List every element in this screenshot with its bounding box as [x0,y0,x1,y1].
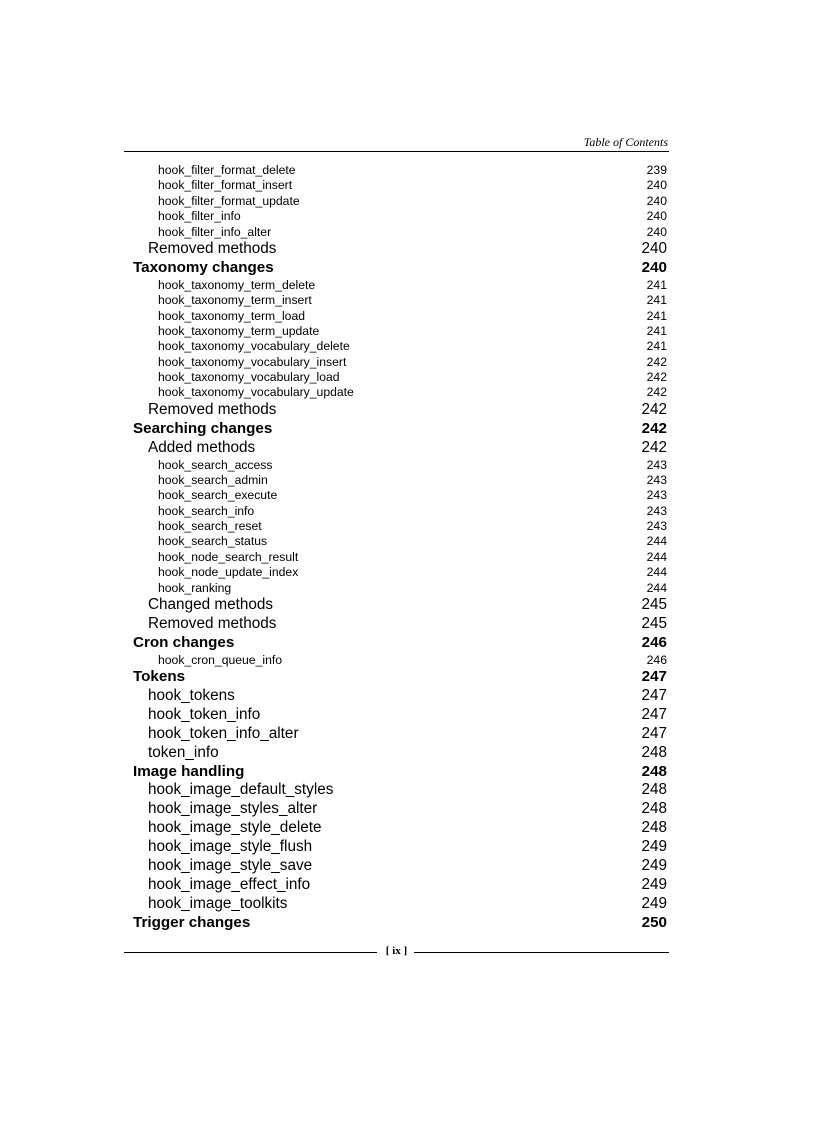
toc-entry-page: 248 [641,743,667,761]
toc-entry-title: Removed methods [148,614,277,632]
toc-entry-title: hook_filter_format_update [158,193,300,208]
toc-subsection-entry[interactable] [124,725,669,744]
toc-entry-page: 243 [646,457,667,472]
toc-entry-page: 244 [646,565,667,580]
toc-entry-title: hook_search_access [158,457,273,472]
toc-section-entry[interactable] [124,420,669,439]
toc-entry-page: 244 [646,549,667,564]
toc-entry-page: 244 [646,534,667,549]
toc-subsection-entry[interactable] [124,781,669,800]
toc-item-entry[interactable] [124,209,669,224]
toc-item-entry[interactable] [124,194,669,209]
toc-section-entry[interactable] [124,259,669,278]
toc-entry-page: 243 [646,472,667,487]
toc-entry-title: hook_filter_info_alter [158,224,272,239]
toc-subsection-entry[interactable] [124,401,669,420]
toc-entry-title: hook_taxonomy_term_update [158,323,320,338]
toc-entry-title: hook_filter_format_delete [158,163,296,177]
toc-subsection-entry[interactable] [124,706,669,725]
toc-entry-page: 243 [646,488,667,503]
toc-entry-title: hook_token_info_alter [148,724,299,742]
toc-section-entry[interactable] [124,914,669,933]
toc-entry-title: Cron changes [133,633,235,651]
toc-subsection-entry[interactable] [124,596,669,615]
toc-entry-title: hook_search_execute [158,488,278,503]
toc-entry-page: 249 [641,857,667,875]
toc-entry-title: hook_taxonomy_vocabulary_delete [158,339,350,354]
toc-entry-title: hook_cron_queue_info [158,652,283,667]
running-header-title: Table of Contents [583,135,668,149]
toc-item-entry[interactable] [124,565,669,580]
table-of-contents [124,163,669,933]
toc-entry-page: 249 [641,875,667,893]
toc-entry-title: Image handling [133,762,245,780]
toc-entry-page: 248 [641,762,667,780]
toc-item-entry[interactable] [124,504,669,519]
toc-entry-page: 242 [641,438,667,456]
toc-subsection-entry[interactable] [124,439,669,458]
toc-entry-page: 243 [646,519,667,534]
toc-entry-title: hook_taxonomy_vocabulary_update [158,385,354,400]
toc-entry-title: hook_ranking [158,580,232,595]
toc-item-entry[interactable] [124,653,669,668]
toc-entry-title: hook_image_style_flush [148,838,313,856]
toc-subsection-entry[interactable] [124,687,669,706]
toc-item-entry[interactable] [124,519,669,534]
toc-entry-page: 247 [641,705,667,723]
toc-entry-page: 242 [646,354,667,369]
toc-entry-title: hook_tokens [148,687,235,704]
toc-subsection-entry[interactable] [124,615,669,634]
toc-entry-title: hook_search_status [158,534,268,549]
toc-entry-page: 248 [641,800,667,818]
toc-entry-page: 245 [641,596,667,614]
toc-entry-page: 247 [641,668,667,686]
toc-entry-page: 246 [641,633,667,651]
toc-entry-title: hook_node_search_result [158,549,299,564]
toc-entry-page: 239 [646,163,667,177]
toc-entry-title: hook_image_styles_alter [148,800,318,818]
toc-entry-page: 245 [641,614,667,632]
toc-item-entry[interactable] [124,458,669,473]
toc-item-entry[interactable] [124,370,669,385]
toc-item-entry[interactable] [124,339,669,354]
toc-item-entry[interactable] [124,488,669,503]
toc-entry-title: hook_image_style_save [148,857,313,875]
toc-entry-page: 242 [641,400,667,418]
toc-entry-title: Taxonomy changes [133,258,274,276]
toc-entry-title: hook_taxonomy_vocabulary_load [158,370,340,385]
toc-entry-title: hook_taxonomy_term_load [158,308,306,323]
toc-entry-page: 249 [641,894,667,912]
toc-entry-page: 248 [641,819,667,837]
page-number: [ ix ] [385,945,408,957]
toc-entry-title: hook_search_info [158,503,255,518]
toc-section-entry[interactable] [124,634,669,653]
toc-entry-page: 241 [646,323,667,338]
toc-entry-title: Added methods [148,438,256,456]
toc-subsection-entry[interactable] [124,744,669,763]
toc-entry-page: 241 [646,293,667,308]
toc-entry-page: 240 [646,224,667,239]
toc-entry-title: token_info [148,743,219,761]
toc-entry-page: 241 [646,339,667,354]
toc-subsection-entry[interactable] [124,838,669,857]
toc-entry-page: 248 [641,781,667,799]
toc-entry-page: 241 [646,308,667,323]
toc-section-entry[interactable] [124,668,669,687]
toc-entry-page: 246 [646,652,667,667]
toc-entry-title: hook_taxonomy_term_insert [158,293,312,308]
toc-entry-page: 242 [646,370,667,385]
toc-entry-page: 242 [641,419,667,437]
toc-subsection-entry[interactable] [124,800,669,819]
toc-item-entry[interactable] [124,309,669,324]
toc-item-entry[interactable] [124,385,669,400]
toc-item-entry[interactable] [124,473,669,488]
toc-subsection-entry[interactable] [124,819,669,838]
toc-item-entry[interactable] [124,550,669,565]
toc-entry-page: 240 [646,193,667,208]
toc-entry-page: 242 [646,385,667,400]
toc-entry-title: hook_taxonomy_vocabulary_insert [158,354,347,369]
toc-entry-page: 243 [646,503,667,518]
header-rule [124,151,669,152]
toc-entry-title: Trigger changes [133,913,251,931]
toc-entry-page: 250 [641,913,667,931]
toc-entry-page: 240 [641,239,667,257]
toc-entry-title: hook_image_style_delete [148,819,322,837]
toc-entry-page: 240 [646,209,667,224]
toc-entry-title: hook_image_default_styles [148,781,334,799]
toc-entry-title: Searching changes [133,419,273,437]
toc-subsection-entry[interactable] [124,876,669,895]
toc-entry-page: 247 [641,724,667,742]
toc-entry-title: hook_filter_info [158,209,241,224]
toc-item-entry[interactable] [124,178,669,193]
toc-entry-title: Removed methods [148,239,277,257]
toc-entry-title: hook_taxonomy_term_delete [158,277,316,292]
toc-item-entry[interactable] [124,581,669,596]
toc-entry-page: 249 [641,838,667,856]
toc-entry-page: 247 [641,687,667,704]
toc-entry-page: 240 [641,258,667,276]
toc-entry-title: Tokens [133,668,186,686]
toc-entry-title: Removed methods [148,400,277,418]
toc-item-entry[interactable] [124,534,669,549]
toc-entry-title: hook_search_admin [158,472,268,487]
toc-entry-title: hook_search_reset [158,519,262,534]
toc-entry-page: 240 [646,178,667,193]
toc-subsection-entry[interactable] [124,895,669,914]
page-footer [124,945,669,961]
toc-item-entry[interactable] [124,355,669,370]
toc-item-entry[interactable] [124,278,669,293]
footer-rule-right [414,952,669,953]
toc-entry-title: hook_node_update_index [158,565,299,580]
toc-item-entry[interactable] [124,293,669,308]
toc-entry-title: hook_image_toolkits [148,894,288,912]
toc-entry-page: 244 [646,580,667,595]
toc-item-entry[interactable] [124,163,669,178]
toc-entry-title: hook_image_effect_info [148,875,311,893]
toc-item-entry[interactable] [124,225,669,240]
toc-entry-title: hook_token_info [148,705,261,723]
toc-entry-page: 241 [646,277,667,292]
toc-section-entry[interactable] [124,763,669,782]
toc-subsection-entry[interactable] [124,857,669,876]
toc-entry-title: Changed methods [148,596,274,614]
toc-item-entry[interactable] [124,324,669,339]
toc-subsection-entry[interactable] [124,240,669,259]
toc-entry-title: hook_filter_format_insert [158,178,293,193]
